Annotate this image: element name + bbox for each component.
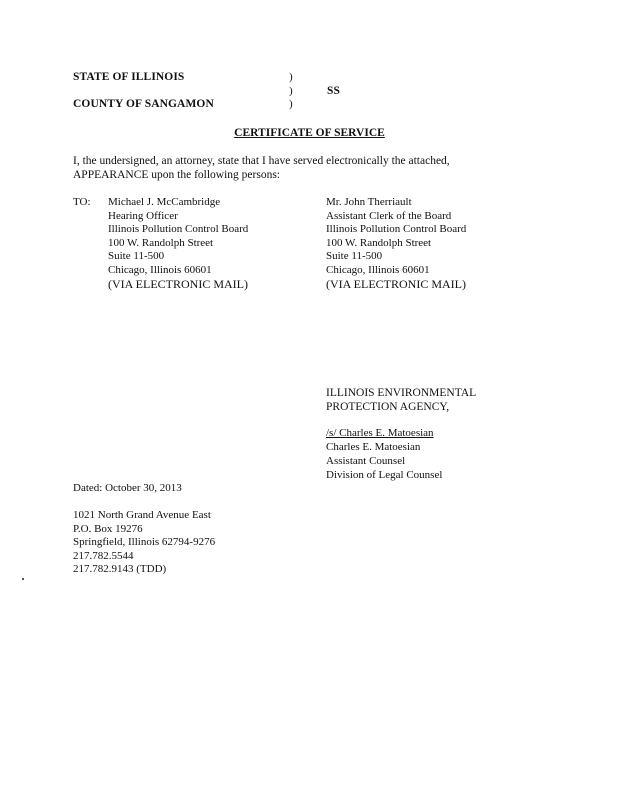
signer-name: Charles E. Matoesian	[326, 441, 421, 453]
caption-paren-1: )	[289, 71, 293, 83]
caption-state: STATE OF ILLINOIS	[73, 71, 185, 83]
recipient-1-city: Chicago, Illinois 60601	[108, 263, 212, 276]
recipient-1-org: Illinois Pollution Control Board	[108, 223, 249, 236]
address-po-box: P.O. Box 19276	[73, 522, 143, 535]
signer-division: Division of Legal Counsel	[326, 469, 443, 481]
recipient-block-1	[108, 196, 248, 291]
signer-role: Assistant Counsel	[326, 455, 406, 467]
recipient-block-2	[326, 196, 466, 291]
recipient-2-city: Chicago, Illinois 60601	[326, 263, 430, 276]
caption-county: COUNTY OF SANGAMON	[73, 98, 214, 110]
recipient-2-org: Illinois Pollution Control Board	[326, 223, 467, 236]
signature-block	[326, 427, 442, 483]
intro-paragraph	[73, 154, 450, 182]
scan-speck	[22, 578, 24, 580]
caption-ss: SS	[327, 85, 340, 97]
electronic-signature: /s/ Charles E. Matoesian	[326, 427, 434, 439]
address-tdd: 217.782.9143 (TDD)	[73, 563, 167, 576]
recipient-2-name: Mr. John Therriault	[326, 196, 412, 208]
address-city: Springfield, Illinois 62794-9276	[73, 536, 216, 549]
agency-line-1: ILLINOIS ENVIRONMENTAL	[326, 387, 477, 399]
recipient-2-street: 100 W. Randolph Street	[326, 236, 432, 249]
recipient-2-suite: Suite 11-500	[326, 250, 383, 263]
recipient-1-street: 100 W. Randolph Street	[108, 236, 214, 249]
caption-paren-2: )	[289, 85, 293, 97]
sender-address	[73, 509, 215, 577]
dated-line: Dated: October 30, 2013	[73, 482, 182, 494]
recipient-2-title: Assistant Clerk of the Board	[326, 209, 452, 222]
recipient-2-delivery: (VIA ELECTRONIC MAIL)	[326, 276, 466, 291]
address-phone: 217.782.5544	[73, 549, 134, 562]
address-street: 1021 North Grand Avenue East	[73, 509, 211, 521]
agency-name	[326, 386, 476, 414]
recipient-1-delivery: (VIA ELECTRONIC MAIL)	[108, 276, 248, 291]
recipient-1-name: Michael J. McCambridge	[108, 196, 221, 208]
recipient-1-title: Hearing Officer	[108, 209, 178, 222]
intro-line-1: I, the undersigned, an attorney, state that I have served electronically the attached,	[73, 155, 450, 167]
intro-line-2: APPEARANCE upon the following persons:	[73, 169, 280, 181]
to-label: TO:	[73, 196, 91, 208]
caption-paren-3: )	[289, 98, 293, 110]
document-title: CERTIFICATE OF SERVICE	[234, 127, 385, 139]
agency-line-2: PROTECTION AGENCY,	[326, 401, 450, 413]
recipient-1-suite: Suite 11-500	[108, 250, 165, 263]
